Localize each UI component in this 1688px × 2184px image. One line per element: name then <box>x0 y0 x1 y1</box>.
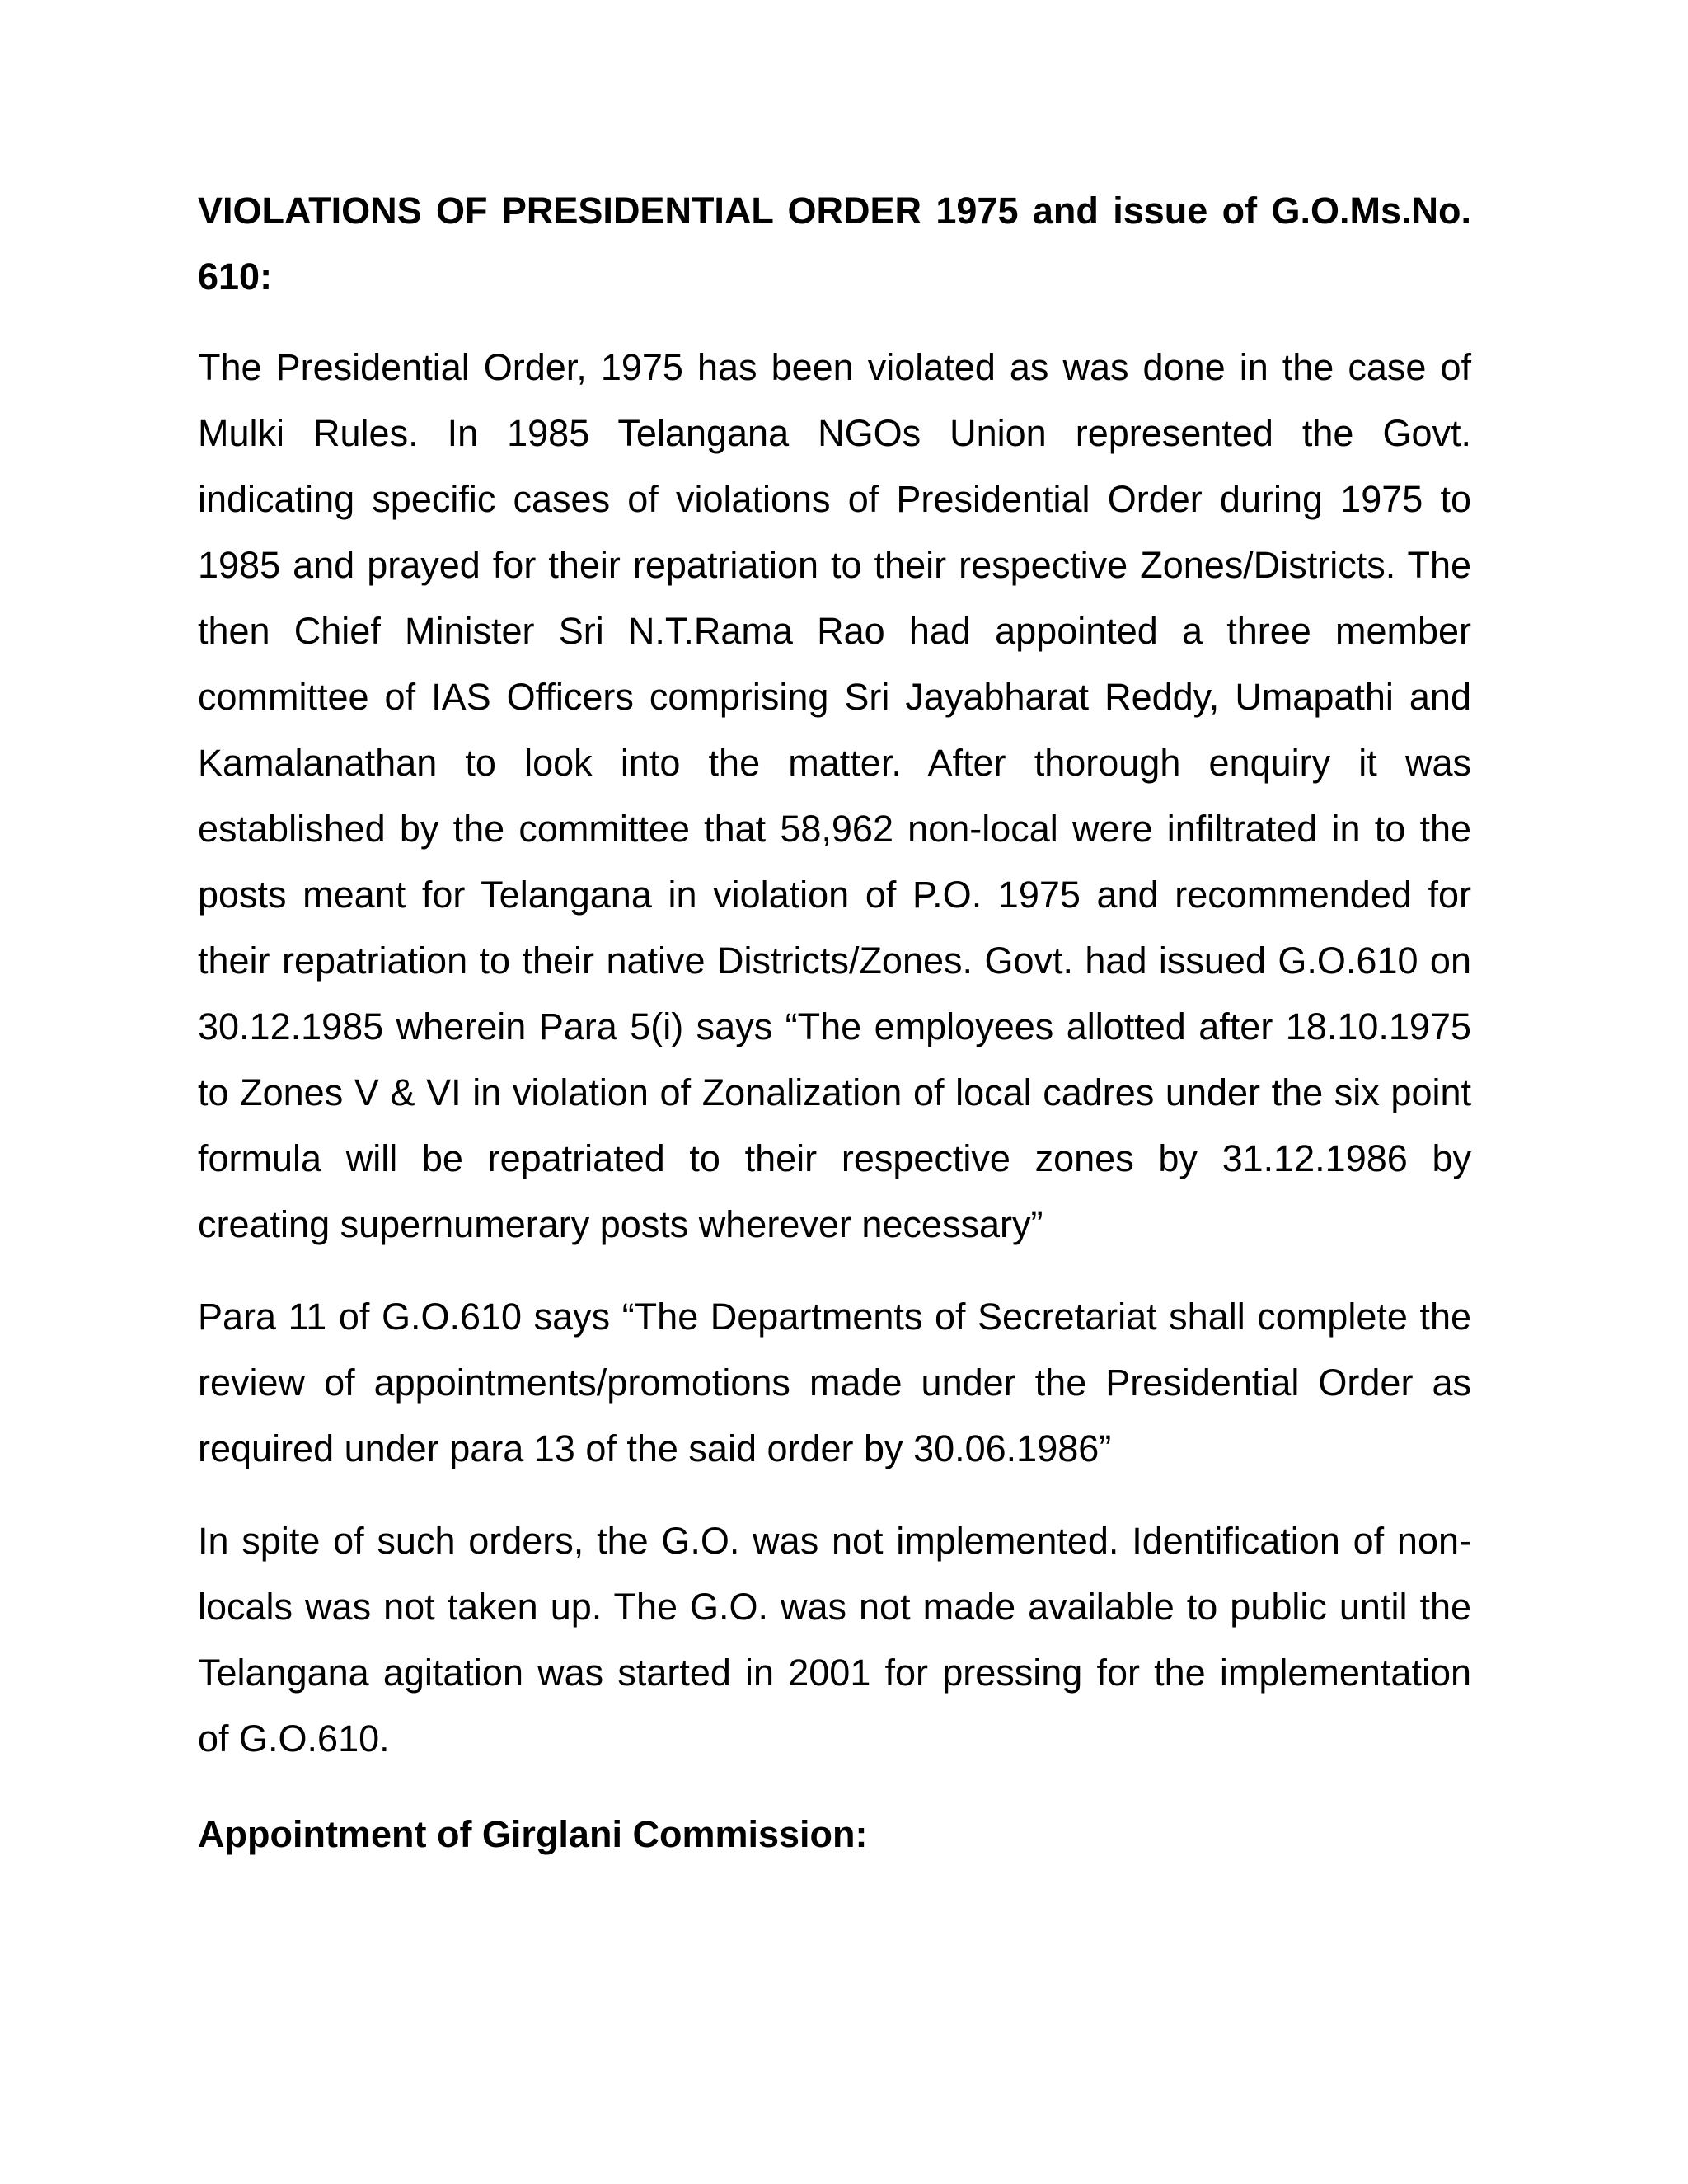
document-body <box>198 178 1471 1868</box>
section-heading-violations: VIOLATIONS OF PRESIDENTIAL ORDER 1975 and issue of G.O.Ms.No. 610: <box>198 190 1471 298</box>
paragraph-implementation: In spite of such orders, the G.O. was not implemented. Identification of non-locals was not taken up. The G.O. was not made available to public until the Telangana agitation was started in 2001 for pressing for the implementation of G.O.610. <box>198 1520 1471 1760</box>
paragraph-para-11: Para 11 of G.O.610 says “The Departments of Secretariat shall complete the review of appointments/promotions made under the Presidential Order as required under para 13 of the said order by 30.06.1986” <box>198 1296 1471 1469</box>
paragraph-presidential-order: The Presidential Order, 1975 has been violated as was done in the case of Mulki Rules. In 1985 Telangana NGOs Union represented the Govt. indicating specific cases of violations of Presidential Order during 1975 to 1985 and prayed for their repatriation to their respective Zones/Districts. The then Chief Minister Sri N.T.Rama Rao had appointed a three member committee of IAS Officers comprising Sri Jayabharat Reddy, Umapathi and Kamalanathan to look into the matter. After thorough enquiry it was established by the committee that 58,962 non-local were infiltrated in to the posts meant for Telangana in violation of P.O. 1975 and recommended for their repatriation to their native Districts/Zones. Govt. had issued G.O.610 on 30.12.1985 wherein Para 5(i) says “The employees allotted after 18.10.1975 to Zones V & VI in violation of Zonalization of local cadres under the six point formula will be repatriated to their respective zones by 31.12.1986 by creating supernumerary posts wherever necessary” <box>198 346 1471 1245</box>
section-heading-girglani: Appointment of Girglani Commission: <box>198 1813 868 1855</box>
